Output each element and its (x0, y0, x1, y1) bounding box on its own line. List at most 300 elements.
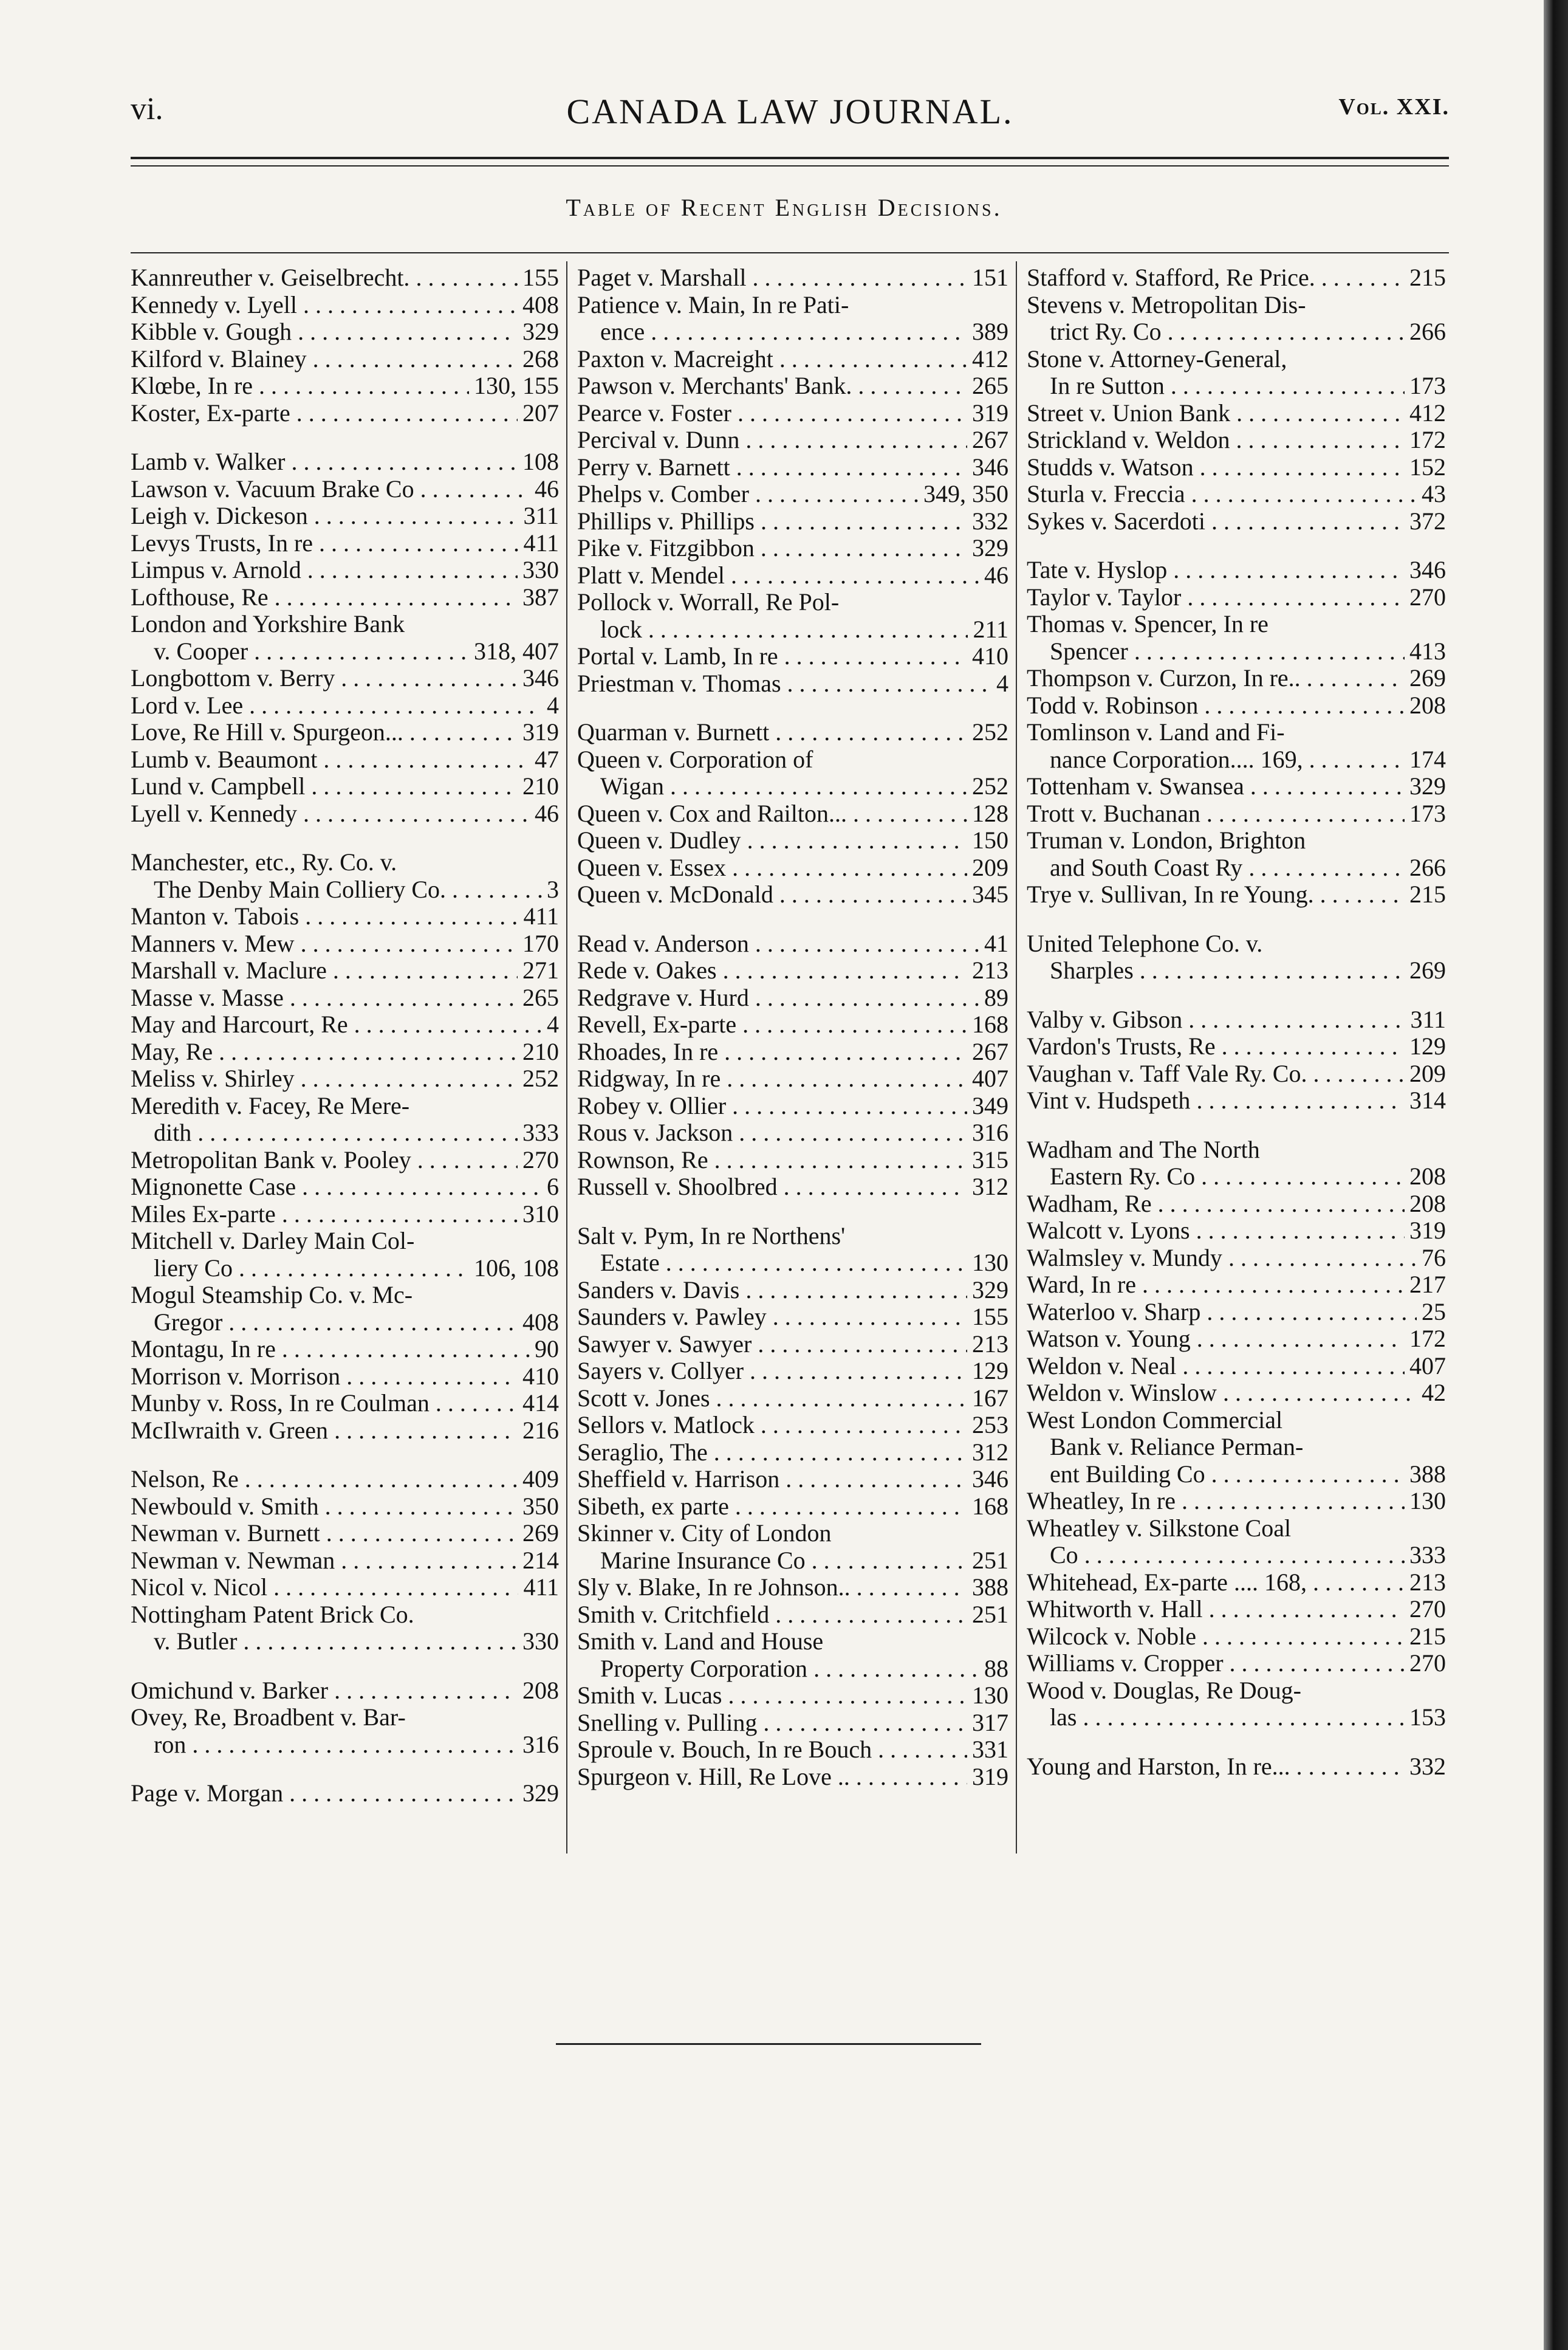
index-entry (131, 1574, 559, 1601)
index-entry (1027, 719, 1446, 773)
case-name-continuation: Bank v. Reliance Perman- (1050, 1433, 1304, 1460)
section-title: Table of Recent English Decisions. (566, 194, 1002, 221)
page-reference: 329 (1409, 772, 1446, 800)
page-reference: 346 (522, 664, 559, 692)
case-name: Priestman v. Thomas . . . (577, 670, 991, 698)
case-name: Whitehead, Ex-parte .... 168, . . . (1027, 1569, 1405, 1596)
case-name: Morrison v. Morrison . . . (131, 1363, 518, 1390)
index-entry (577, 827, 1008, 854)
page-reference: 153 (1409, 1703, 1446, 1731)
index-entry (577, 1277, 1008, 1304)
case-name: Lyell v. Kennedy . . . (131, 800, 530, 828)
index-entry (1027, 800, 1446, 828)
case-name-continuation: las . . . (1027, 1704, 1405, 1731)
case-name: Koster, Ex-parte . . . (131, 400, 518, 427)
page-reference: 130 (972, 1249, 1008, 1276)
page-reference: 410 (972, 642, 1008, 670)
page-reference: 251 (972, 1546, 1008, 1574)
index-entry (131, 1780, 559, 1807)
index-entry (1027, 1325, 1446, 1353)
page-reference: 215 (1409, 264, 1446, 291)
case-name: Wadham, Re . . . (1027, 1190, 1405, 1218)
page-reference: 130 (972, 1682, 1008, 1709)
index-entry (1027, 1623, 1446, 1651)
column-divider (566, 261, 567, 1854)
page-reference: 329 (972, 1276, 1008, 1304)
index-entry (577, 1093, 1008, 1120)
case-name: Wheatley v. Silkstone Coal (1027, 1514, 1292, 1542)
index-entry (577, 562, 1008, 589)
index-entry (131, 692, 559, 720)
case-name-continuation: Eastern Ry. Co . . . (1027, 1163, 1405, 1190)
page-reference: 372 (1409, 507, 1446, 535)
index-entry (577, 589, 1008, 643)
page-reference: 310 (522, 1200, 559, 1228)
page-reference: 172 (1409, 1325, 1446, 1352)
index-entry (577, 1385, 1008, 1412)
page-reference: 88 (984, 1654, 1008, 1682)
index-entry (131, 530, 559, 557)
case-name-continuation: Spencer . . . (1027, 638, 1405, 665)
index-group (1027, 264, 1446, 535)
index-entry (131, 665, 559, 692)
case-name: United Telephone Co. v. (1027, 929, 1263, 957)
index-entry (1027, 930, 1446, 984)
case-name-continuation: nance Corporation.... 169, . . . (1027, 746, 1405, 774)
page-reference: 253 (972, 1411, 1008, 1438)
index-entry (1027, 508, 1446, 535)
case-name: Stevens v. Metropolitan Dis- (1027, 290, 1306, 318)
page-reference: 413 (1409, 637, 1446, 665)
case-name: Leigh v. Dickeson . . . (131, 503, 518, 530)
index-entry (577, 1493, 1008, 1520)
page-reference: 346 (972, 1465, 1008, 1493)
index-entry (131, 1065, 559, 1093)
scan-edge (1544, 0, 1568, 2350)
case-name: Kannreuther v. Geiselbrecht. . . . (131, 264, 518, 292)
index-entry (131, 476, 559, 503)
index-entry (577, 1358, 1008, 1385)
page-reference: 267 (972, 1037, 1008, 1065)
page-reference: 6 (547, 1173, 559, 1200)
index-entry (131, 1417, 559, 1445)
page-number: vi. (131, 92, 163, 126)
page-reference: 170 (522, 929, 559, 957)
page-reference: 409 (522, 1465, 559, 1493)
page-reference: 407 (1409, 1352, 1446, 1379)
page-reference: 346 (1409, 556, 1446, 583)
index-entry (1027, 346, 1446, 400)
case-name: May and Harcourt, Re . . . (131, 1011, 542, 1039)
page-reference: 333 (522, 1119, 559, 1146)
index-entry (1027, 827, 1446, 881)
index-entry (577, 1039, 1008, 1066)
index-group (131, 849, 559, 1444)
page-reference: 214 (522, 1546, 559, 1574)
case-name: Tottenham v. Swansea . . . (1027, 773, 1405, 800)
case-name-continuation: ence . . . (577, 318, 967, 346)
case-name: Rhoades, In re . . . (577, 1039, 967, 1066)
index-entry (1027, 1006, 1446, 1034)
case-name: Read v. Anderson . . . (577, 930, 979, 958)
index-group (577, 264, 1008, 697)
case-name-continuation: v. Butler . . . (131, 1628, 518, 1655)
case-name: London and Yorkshire Bank (131, 610, 405, 637)
case-name: McIlwraith v. Green . . . (131, 1417, 518, 1445)
page-reference: 168 (972, 1011, 1008, 1038)
page-reference: 89 (984, 983, 1008, 1011)
index-entry (577, 854, 1008, 882)
index-entry (1027, 427, 1446, 454)
case-name: Stone v. Attorney-General, (1027, 345, 1287, 373)
page-reference: 150 (972, 826, 1008, 854)
index-entry (1027, 881, 1446, 909)
index-entry (577, 1466, 1008, 1493)
header-rule-thick (131, 157, 1449, 159)
index-entry (131, 903, 559, 930)
case-name: Ovey, Re, Broadbent v. Bar- (131, 1703, 406, 1731)
index-entry (131, 557, 559, 584)
case-name: Quarman v. Burnett . . . (577, 719, 967, 746)
page-reference: 130, 155 (474, 372, 559, 399)
page-reference: 42 (1422, 1379, 1446, 1406)
index-entry (1027, 1060, 1446, 1088)
page-reference: 252 (972, 772, 1008, 800)
case-name: Redgrave v. Hurd . . . (577, 984, 979, 1012)
index-entry (131, 1093, 559, 1147)
index-entry (577, 800, 1008, 828)
case-name: Manton v. Tabois . . . (131, 903, 518, 930)
case-name: Young and Harston, In re... . . . (1027, 1753, 1405, 1781)
case-name: Metropolitan Bank v. Pooley . . . (131, 1147, 518, 1174)
page-reference: 215 (1409, 881, 1446, 908)
page-reference: 388 (972, 1573, 1008, 1601)
case-name: Sellors v. Matlock . . . (577, 1412, 967, 1439)
index-entry (131, 1336, 559, 1363)
index-entry (131, 400, 559, 427)
case-name: Weldon v. Neal . . . (1027, 1353, 1405, 1380)
page-reference: 208 (1409, 1163, 1446, 1190)
index-group (1027, 930, 1446, 984)
case-name: Lumb v. Beaumont . . . (131, 746, 530, 774)
case-name: Snelling v. Pulling . . . (577, 1709, 967, 1737)
index-entry (1027, 1033, 1446, 1060)
page-reference: 173 (1409, 799, 1446, 827)
case-name: Limpus v. Arnold . . . (131, 557, 518, 584)
case-name: Love, Re Hill v. Spurgeon... . . . (131, 719, 518, 746)
index-entry (577, 264, 1008, 292)
page-reference: 271 (522, 957, 559, 984)
page-reference: 252 (972, 718, 1008, 746)
case-name: Thomas v. Spencer, In re (1027, 610, 1268, 637)
case-name: Manners v. Mew . . . (131, 930, 518, 958)
case-name: Street v. Union Bank . . . (1027, 400, 1405, 427)
page-reference: 41 (984, 929, 1008, 957)
page-reference: 269 (1409, 664, 1446, 692)
case-name: Saunders v. Pawley . . . (577, 1304, 967, 1331)
case-name: Sheffield v. Harrison . . . (577, 1466, 967, 1493)
index-group (1027, 1753, 1446, 1781)
case-name: Tate v. Hyslop . . . (1027, 557, 1405, 584)
index-entry (577, 1439, 1008, 1466)
index-entry (131, 773, 559, 800)
index-entry (131, 1704, 559, 1758)
case-name: Ridgway, In re . . . (577, 1065, 967, 1093)
page-reference: 345 (972, 881, 1008, 908)
index-entry (131, 448, 559, 476)
index-entry (577, 373, 1008, 400)
index-entry (131, 373, 559, 400)
index-entry (1027, 1136, 1446, 1190)
index-entry (131, 1493, 559, 1520)
page-reference: 319 (972, 399, 1008, 427)
index-entry (577, 984, 1008, 1012)
page-reference: 332 (972, 507, 1008, 535)
case-name: Smith v. Land and House (577, 1627, 824, 1655)
page-reference: 316 (522, 1730, 559, 1758)
index-entry (577, 346, 1008, 373)
case-name: Trye v. Sullivan, In re Young. . . . (1027, 881, 1405, 909)
page-reference: 311 (1410, 1005, 1446, 1033)
page-reference: 269 (522, 1519, 559, 1547)
page-reference: 387 (522, 583, 559, 611)
page-reference: 349 (972, 1091, 1008, 1119)
case-name-continuation: ron . . . (131, 1731, 518, 1759)
index-entry (577, 454, 1008, 481)
case-name-continuation: dith . . . (131, 1119, 518, 1147)
index-entry (1027, 692, 1446, 720)
case-name: Page v. Morgan . . . (131, 1780, 518, 1807)
index-group (1027, 1136, 1446, 1731)
page-reference: 408 (522, 1308, 559, 1336)
page-reference: 213 (972, 957, 1008, 984)
page-reference: 346 (972, 453, 1008, 481)
page-reference: 269 (1409, 957, 1446, 984)
index-entry (1027, 1271, 1446, 1299)
index-entry (577, 746, 1008, 800)
page-reference: 129 (972, 1357, 1008, 1384)
case-name: Whitworth v. Hall . . . (1027, 1596, 1405, 1623)
case-name: Newbould v. Smith . . . (131, 1493, 518, 1520)
page-reference: 213 (1409, 1568, 1446, 1596)
case-name-continuation: Marine Insurance Co . . . (577, 1547, 967, 1575)
case-name: May, Re . . . (131, 1039, 518, 1066)
index-entry (577, 1331, 1008, 1358)
page-reference: 349, 350 (923, 480, 1008, 507)
index-entry (131, 1173, 559, 1201)
page-reference: 76 (1422, 1243, 1446, 1271)
case-name: Smith v. Critchfield . . . (577, 1601, 967, 1629)
case-name-continuation: and South Coast Ry . . . (1027, 854, 1405, 882)
case-name: Wood v. Douglas, Re Doug- (1027, 1676, 1301, 1704)
case-name: Munby v. Ross, In re Coulman . . . (131, 1390, 518, 1417)
case-name: Platt v. Mendel . . . (577, 562, 979, 589)
index-entry (577, 481, 1008, 508)
index-entry (131, 1677, 559, 1705)
index-entry (1027, 1569, 1446, 1596)
index-entry (1027, 264, 1446, 292)
case-name: Queen v. McDonald . . . (577, 881, 967, 909)
index-entry (131, 1547, 559, 1575)
index-entry (577, 1412, 1008, 1439)
page-reference: 410 (522, 1362, 559, 1390)
page-reference: 411 (523, 902, 559, 930)
index-column-2 (577, 264, 1008, 1812)
page-reference: 4 (547, 1011, 559, 1038)
page-reference: 152 (1409, 453, 1446, 481)
index-entry (1027, 1353, 1446, 1380)
case-name-continuation: Gregor . . . (131, 1309, 518, 1336)
case-name: Queen v. Essex . . . (577, 854, 967, 882)
index-entry (131, 1363, 559, 1390)
page-reference: 46 (535, 799, 559, 827)
page-reference: 208 (522, 1676, 559, 1704)
case-name: Vint v. Hudspeth . . . (1027, 1087, 1405, 1115)
page-reference: 46 (984, 561, 1008, 589)
case-name: Watson v. Young . . . (1027, 1325, 1405, 1353)
index-entry (577, 508, 1008, 535)
index-entry (1027, 1217, 1446, 1245)
case-name: Sturla v. Freccia . . . (1027, 481, 1417, 508)
index-entry (131, 719, 559, 746)
index-entry (1027, 665, 1446, 692)
page-reference: 172 (1409, 426, 1446, 453)
case-name: Stafford v. Stafford, Re Price. . . . (1027, 264, 1405, 292)
page-reference: 319 (522, 718, 559, 746)
index-entry (131, 1282, 559, 1336)
index-entry (1027, 1407, 1446, 1488)
page-reference: 265 (972, 372, 1008, 399)
index-entry (1027, 1190, 1446, 1218)
index-entry (131, 611, 559, 665)
page-reference: 411 (523, 1573, 559, 1601)
case-name: Lord v. Lee . . . (131, 692, 542, 720)
index-entry (131, 1039, 559, 1066)
index-entry (131, 984, 559, 1012)
page-reference: 315 (972, 1146, 1008, 1173)
case-name: Wilcock v. Noble . . . (1027, 1623, 1405, 1651)
case-name: Studds v. Watson . . . (1027, 454, 1405, 481)
page-reference: 252 (522, 1065, 559, 1092)
case-name-continuation: ent Building Co . . . (1027, 1461, 1405, 1488)
index-entry (1027, 611, 1446, 665)
index-group (577, 930, 1008, 1201)
case-name: Meredith v. Facey, Re Mere- (131, 1091, 410, 1119)
case-name: Lund v. Campbell . . . (131, 773, 518, 800)
page-reference: 407 (972, 1065, 1008, 1092)
index-entry (1027, 1245, 1446, 1272)
index-entry (131, 1201, 559, 1228)
page-reference: 155 (972, 1303, 1008, 1330)
case-name: Valby v. Gibson . . . (1027, 1006, 1405, 1034)
page-reference: 266 (1409, 318, 1446, 345)
case-name: Wadham and The North (1027, 1135, 1260, 1163)
case-name: Sanders v. Davis . . . (577, 1277, 967, 1304)
page-reference: 210 (522, 1037, 559, 1065)
case-name: Newman v. Burnett . . . (131, 1520, 518, 1547)
case-name: Walcott v. Lyons . . . (1027, 1217, 1405, 1245)
page-reference: 408 (522, 290, 559, 318)
page-reference: 316 (972, 1119, 1008, 1146)
case-name: Lofthouse, Re . . . (131, 584, 518, 611)
column-divider (1016, 261, 1017, 1854)
index-group (577, 1223, 1008, 1791)
index-entry (131, 930, 559, 958)
index-entry (1027, 1488, 1446, 1515)
index-entry (1027, 292, 1446, 346)
case-name: Queen v. Dudley . . . (577, 827, 967, 854)
page-reference: 90 (535, 1335, 559, 1362)
index-entry (1027, 400, 1446, 427)
index-entry (577, 1574, 1008, 1601)
page-reference: 173 (1409, 372, 1446, 399)
case-name: Sibeth, ex parte . . . (577, 1493, 967, 1520)
index-entry (577, 427, 1008, 454)
case-name: Queen v. Corporation of (577, 745, 813, 773)
index-entry (131, 746, 559, 774)
index-entry (1027, 1677, 1446, 1731)
page-header (131, 91, 1450, 140)
case-name-continuation: In re Sutton . . . (1027, 373, 1405, 400)
page-reference: 266 (1409, 853, 1446, 881)
case-name: Vardon's Trusts, Re . . . (1027, 1033, 1405, 1060)
case-name-continuation: Wigan . . . (577, 773, 967, 800)
page-reference: 215 (1409, 1622, 1446, 1650)
index-entry (1027, 584, 1446, 611)
case-name: Taylor v. Taylor . . . (1027, 584, 1405, 611)
index-entry (1027, 1379, 1446, 1407)
case-name: Rownson, Re . . . (577, 1147, 967, 1174)
case-name: Paxton v. Macreight . . . (577, 346, 967, 373)
index-entry (577, 535, 1008, 562)
page-reference: 210 (522, 772, 559, 800)
journal-title: CANADA LAW JOURNAL. (566, 92, 1014, 131)
case-name: Lawson v. Vacuum Brake Co . . . (131, 476, 530, 503)
case-name: Vaughan v. Taff Vale Ry. Co. . . . (1027, 1060, 1405, 1088)
section-rule (131, 252, 1449, 253)
index-entry (577, 1682, 1008, 1709)
case-name: Lamb v. Walker . . . (131, 448, 518, 476)
index-entry (131, 1520, 559, 1547)
page-reference: 43 (1422, 480, 1446, 507)
index-entry (577, 1520, 1008, 1574)
case-name: Russell v. Shoolbred . . . (577, 1173, 967, 1201)
case-name: Nicol v. Nicol . . . (131, 1574, 518, 1601)
index-entry (577, 400, 1008, 427)
case-name: Waterloo v. Sharp . . . (1027, 1299, 1417, 1326)
page-reference: 216 (522, 1416, 559, 1444)
case-name-continuation: v. Cooper . . . (131, 638, 469, 665)
index-group (131, 1780, 559, 1807)
index-entry (1027, 481, 1446, 508)
case-name: Queen v. Cox and Railton... . . . (577, 800, 967, 828)
index-entry (577, 1304, 1008, 1331)
page-reference: 268 (522, 345, 559, 373)
page-reference: 47 (535, 745, 559, 773)
index-entry (577, 1601, 1008, 1629)
index-entry (131, 346, 559, 373)
case-name-continuation: trict Ry. Co . . . (1027, 318, 1405, 346)
case-name: Marshall v. Maclure . . . (131, 957, 518, 984)
page-reference: 312 (972, 1438, 1008, 1466)
case-name: Spurgeon v. Hill, Re Love .. . . . (577, 1764, 967, 1791)
case-name: Klœbe, In re . . . (131, 373, 469, 400)
index-entry (577, 930, 1008, 958)
index-entry (1027, 1299, 1446, 1326)
index-entry (577, 719, 1008, 746)
case-name: Wheatley, In re . . . (1027, 1488, 1405, 1515)
page-reference: 4 (996, 669, 1008, 697)
